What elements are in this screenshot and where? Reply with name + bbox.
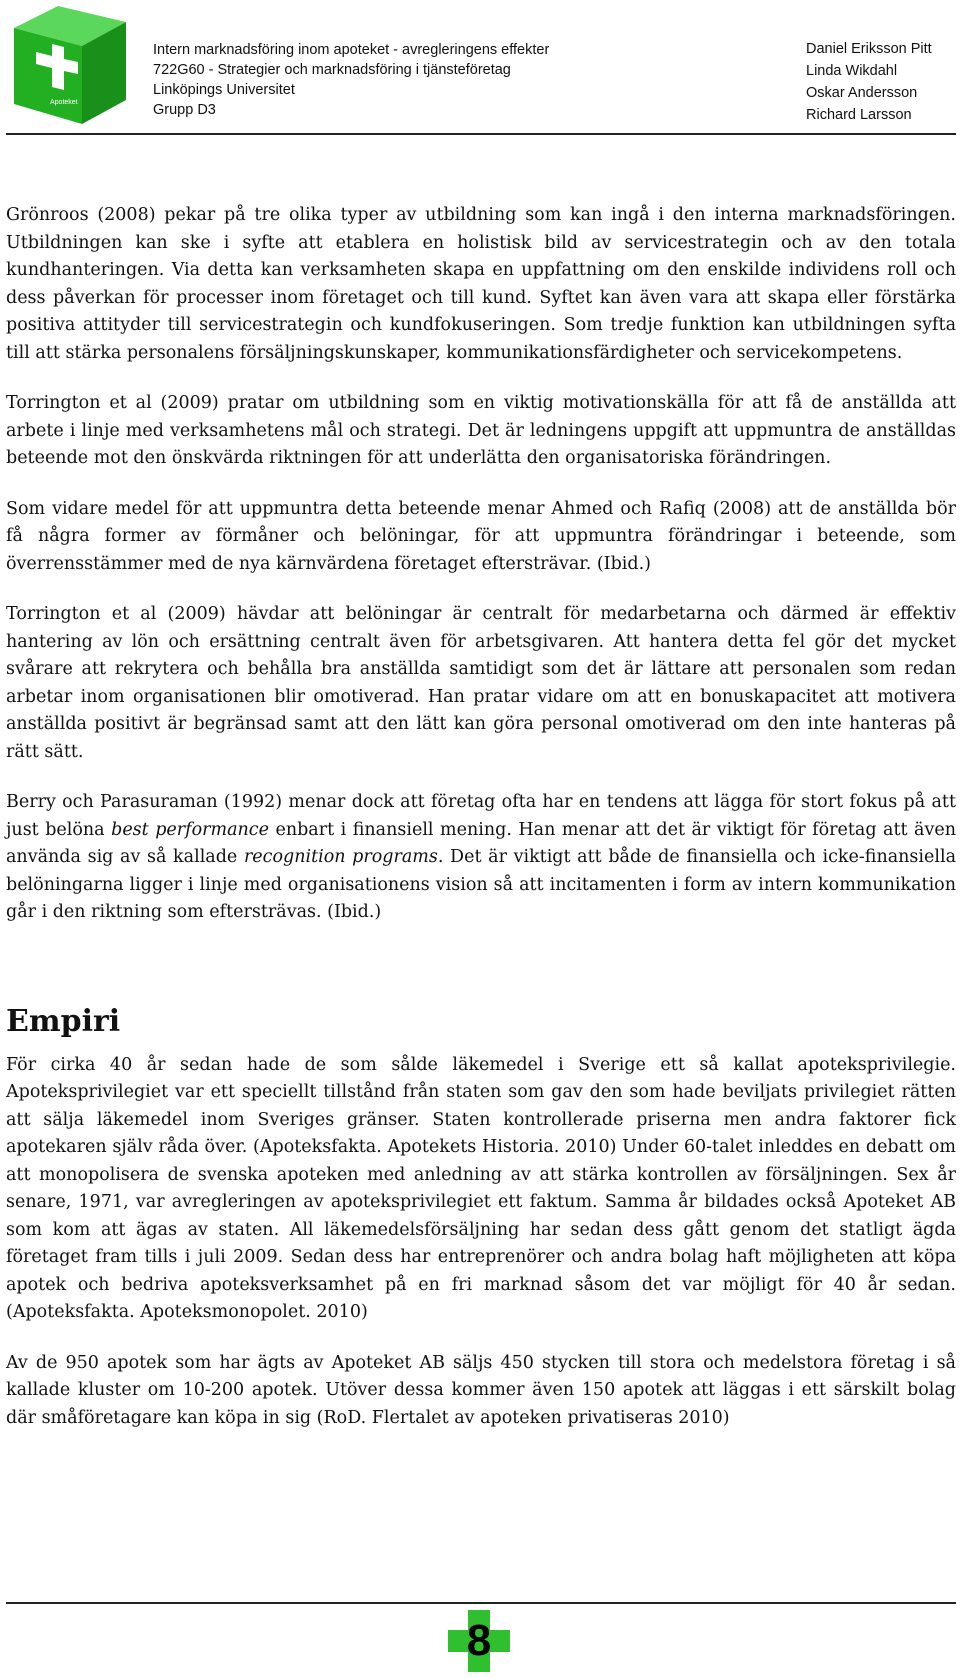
report-title: Intern marknadsföring inom apoteket - avregleringens effekter: [153, 42, 550, 58]
page-body: [6, 202, 956, 1455]
author-name: Oskar Andersson: [806, 85, 918, 101]
italic-term: recognition programs: [243, 847, 438, 867]
apoteket-logo-icon: [6, 0, 132, 126]
course-code: 722G60 - Strategier och marknadsföring i tjänsteföretag: [153, 62, 511, 78]
page-header: [0, 0, 960, 135]
paragraph-history: För cirka 40 år sedan hade de som sålde läkemedel i Sverige ett så kallat apoteksprivilegie. Apoteksprivilegiet var ett speciellt tillstånd från staten som gav den som hade beviljats privilegiet rätten att sälja läkemedel inom Sveriges gränser. Staten kontrollerade priserna men andra faktorer fick apotekaren själv råda över. (Apoteksfakta. Apotekets Historia. 2010) Under 60-talet inleddes en debatt om att monopolisera de svenska apoteken med anledning av att stärka kontrollen av försäljningen. Sex år senare, 1971, var avregleringen av apoteksprivilegiet ett faktum. Samma år bildades också Apoteket AB som kom att ägas av staten. All läkemedelsförsäljning har sedan dess gått genom det statligt ägda företaget fram tills i juli 2009. Sedan dess har entreprenörer och andra bolag haft möjligheten att köpa apotek och bedriva apoteksverksamhet på en fri marknad såsom det var möjligt för 40 år sedan. (Apoteksfakta. Apoteksmonopolet. 2010): [6, 1054, 956, 1322]
text-run: enbart i finansiell mening. Han menar att det är viktigt för företag att även använda sig av så kallade: [6, 819, 956, 867]
author-name: Richard Larsson: [806, 107, 912, 123]
paragraph-gronroos: Grönroos (2008) pekar på tre olika typer av utbildning som kan ingå i den interna marknadsföringen. Utbildningen kan ske i syfte att etablera en holistisk bild av servicestrategin och av den totala kundhanteringen. Via detta kan verksamheten skapa en uppfattning om den enskilde individens roll och dess påverkan för processer inom företaget och till kund. Syftet kan även vara att skapa eller förstärka positiva attityder till servicestrategin och kundfokuseringen. Som tredje funktion kan utbildningen syfta till att stärka personalens försäljningskunskaper, kommunikationsfärdigheter och servicekompetens.: [6, 205, 956, 363]
course-info: [153, 40, 549, 120]
logo-text: Apoteket: [50, 99, 78, 106]
paragraph-berry-parasuraman: [6, 789, 956, 927]
section-heading-empiri: Empiri: [6, 1003, 121, 1039]
group-label: Grupp D3: [153, 102, 216, 118]
author-name: Daniel Eriksson Pitt: [806, 41, 932, 57]
author-name: Linda Wikdahl: [806, 63, 898, 79]
italic-term: best performance: [111, 819, 269, 840]
paragraph-ahmed-rafiq: Som vidare medel för att uppmuntra detta beteende menar Ahmed och Rafiq (2008) att de anställda bör få några former av förmåner och belöningar, för att uppmuntra förändringar i beteende, som överrensstämmer med de nya kärnvärdena företaget eftersträvar. (Ibid.): [6, 498, 956, 574]
paragraph-privatisation: Av de 950 apotek som har ägts av Apoteket AB säljs 450 stycken till stora och medelstora företag i så kallade kluster om 10-200 apotek. Utöver dessa kommer även 150 apotek att läggas i ett särskilt bolag där småföretagare kan köpa in sig (RoD. Flertalet av apoteken privatiseras 2010): [6, 1352, 956, 1428]
footer-divider: [6, 1602, 956, 1604]
paragraph-torrington-rewards: Torrington et al (2009) hävdar att belöningar är centralt för medarbetarna och därmed är effektiv hantering av lön och ersättning centralt även för arbetsgivaren. Att hantera detta fel gör det mycket svårare att rekrytera och behålla bra anställda samtidigt som det är lättare att personalen som redan arbetar inom organisationen blir omotiverad. Han pratar vidare om att en bonuskapacitet att motivera anställda positivt är begränsad samt att den lätt kan göra personal omotiverad om den inte hanteras på rätt sätt.: [6, 604, 956, 762]
header-divider: [6, 133, 956, 135]
paragraph-torrington-training: Torrington et al (2009) pratar om utbildning som en viktig motivationskälla för att få de anställda att arbete i linje med verksamhetens mål och strategi. Det är ledningens uppgift att uppmuntra de anställdas beteende mot den önskvärda riktningen för att underlätta den organisatoriska förändringen.: [6, 393, 956, 468]
university: Linköpings Universitet: [153, 82, 295, 98]
text-run: . Det är viktigt att både de finansiella och icke-finansiella belöningarna ligger i linje med organisationens vision så att incitamenten i form av intern kommunikation går i den riktning som eftersträvas. (Ibid.): [6, 847, 956, 922]
page-number: 8: [466, 1616, 492, 1665]
authors-list: [806, 38, 932, 126]
text-run: Berry och Parasuraman (1992) menar dock att företag ofta har en tendens att lägga för stort fokus på att just belöna: [6, 792, 956, 840]
